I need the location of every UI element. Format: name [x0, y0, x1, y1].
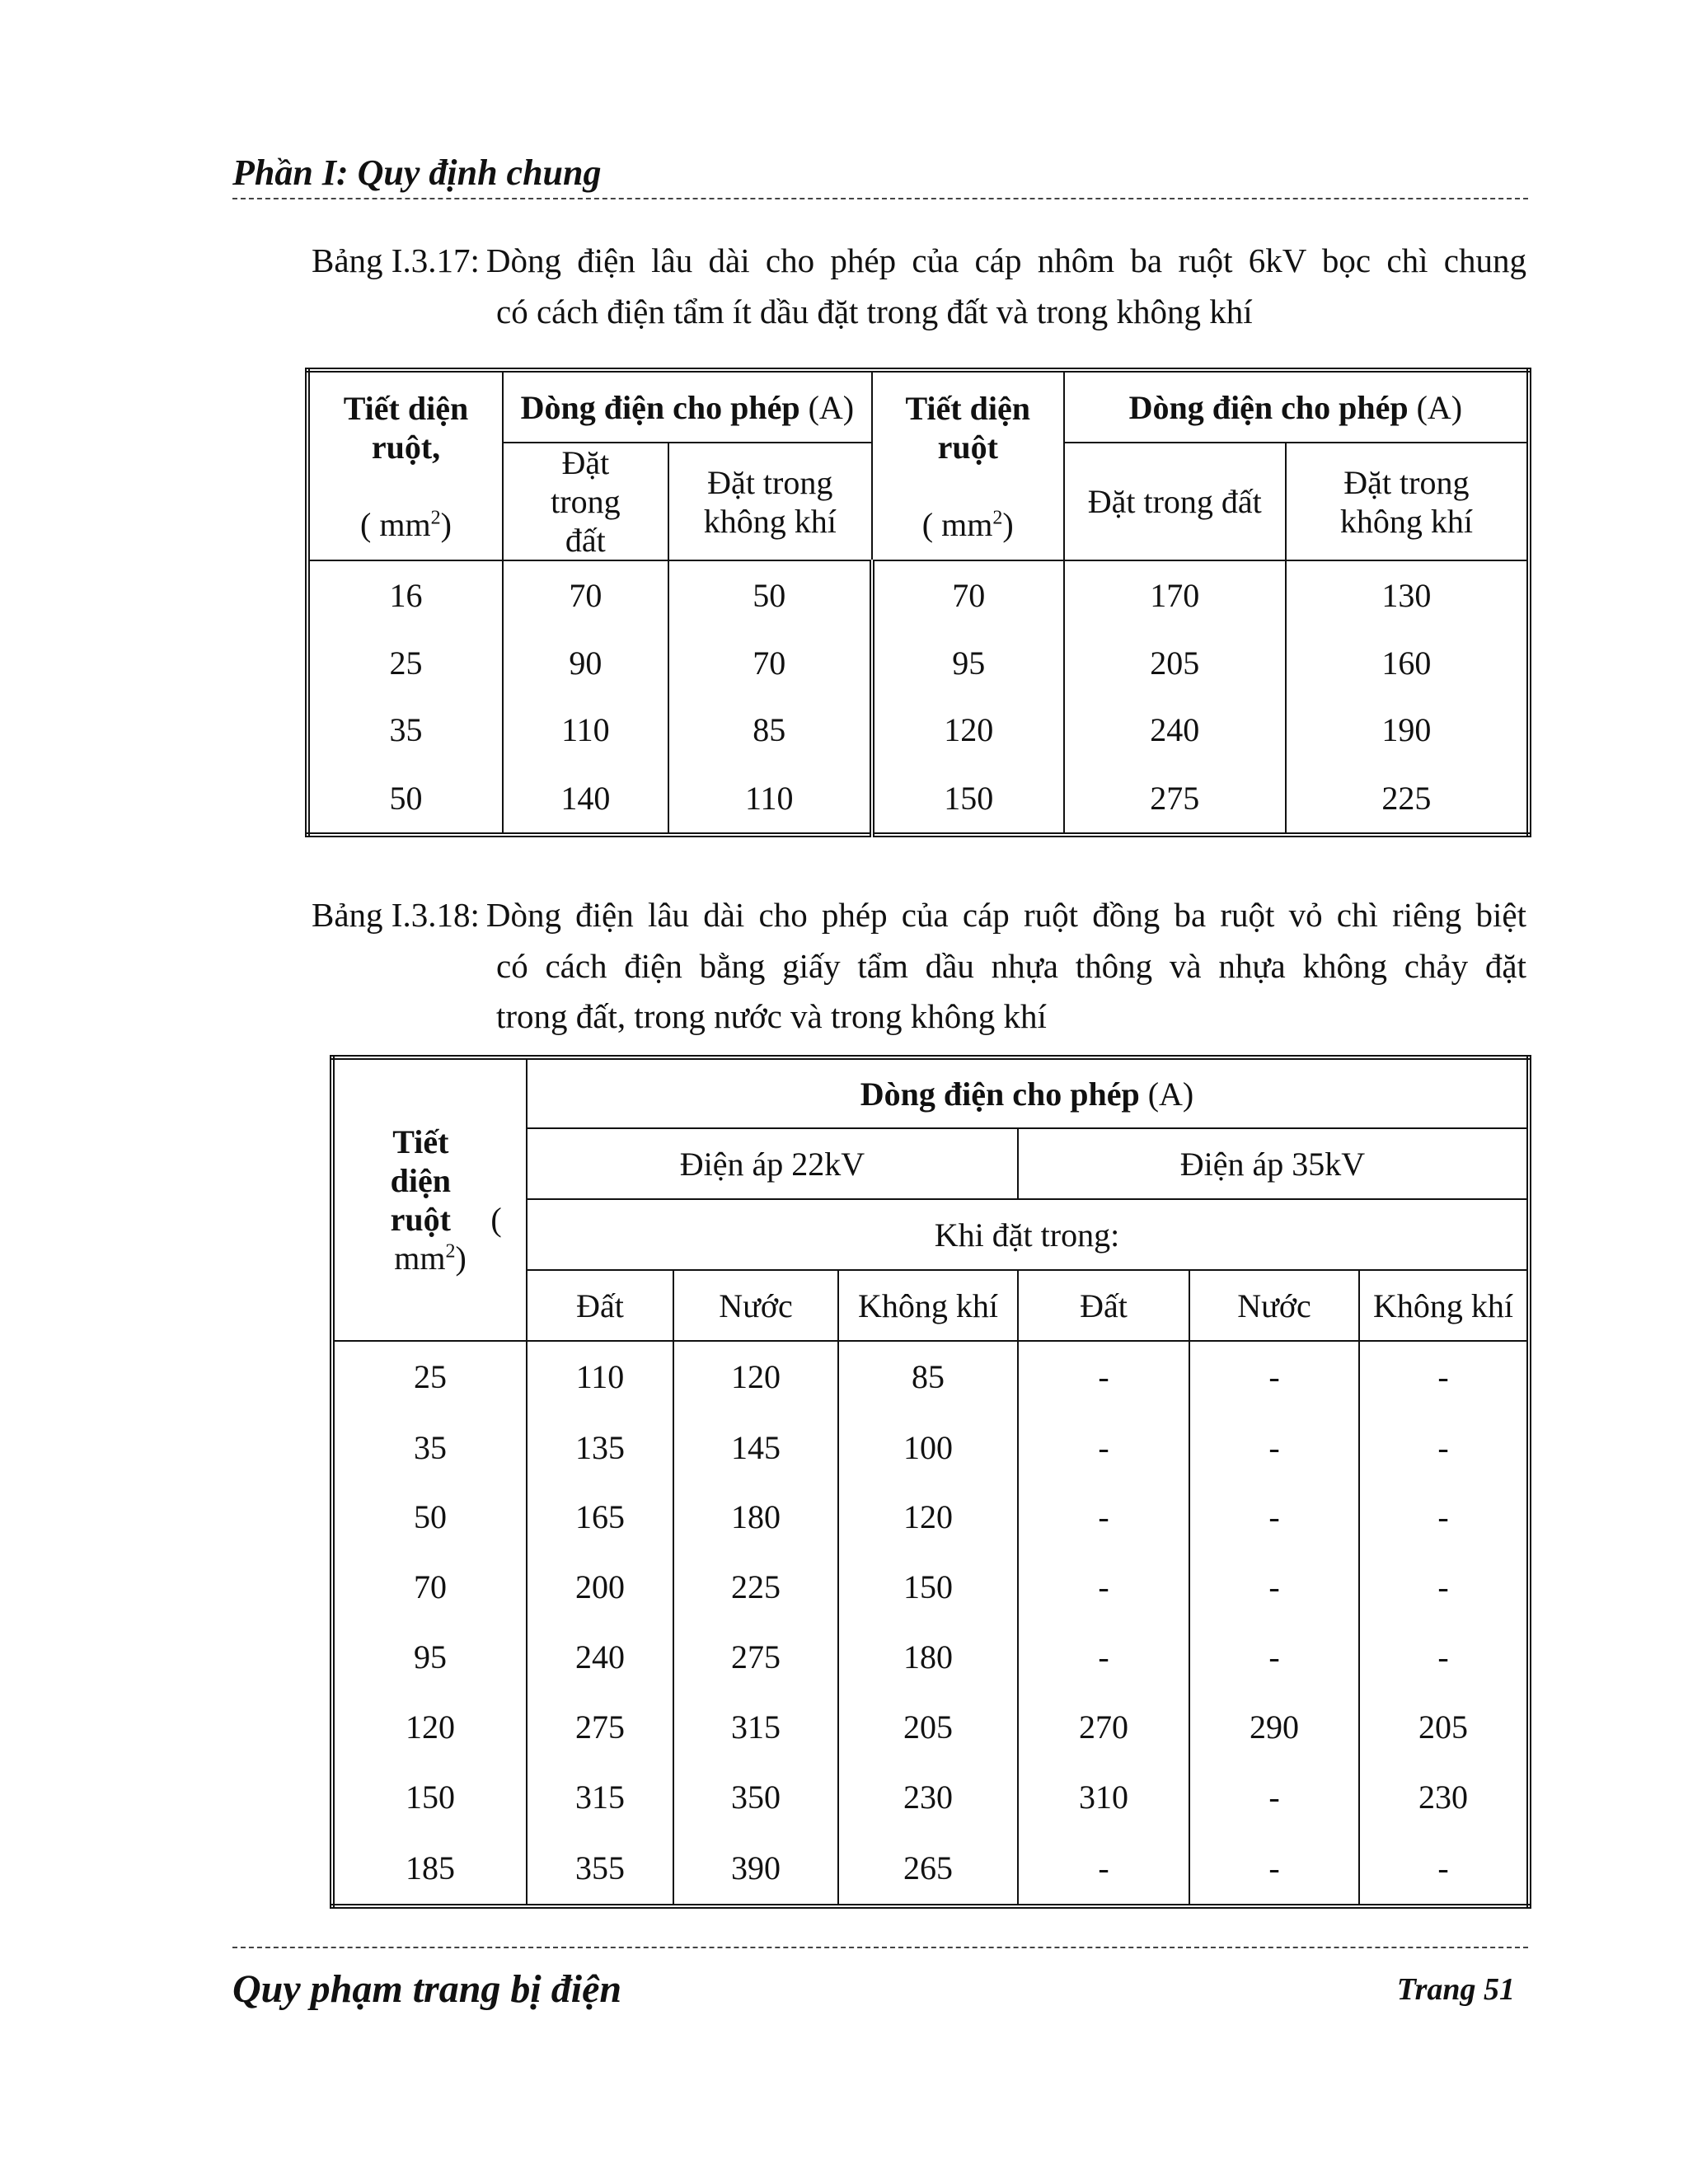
table-cell: 120: [332, 1692, 527, 1762]
table-cell: -: [1189, 1341, 1359, 1413]
table-cell: -: [1359, 1552, 1529, 1622]
table-cell: 275: [673, 1622, 838, 1692]
page-number: Trang 51: [1396, 1972, 1515, 2007]
table-cell: 145: [673, 1413, 838, 1483]
table-cell: -: [1018, 1413, 1189, 1483]
table-cell: 315: [527, 1762, 673, 1832]
table-cell: 350: [673, 1762, 838, 1832]
table1-unit: ( $mm^2$): [360, 505, 452, 543]
table-cell: 85: [668, 696, 872, 764]
table2-caption-line3: trong đất, trong nước và trong không khí: [496, 997, 1047, 1035]
table-cell: 230: [1359, 1762, 1529, 1832]
table-cell: 110: [503, 696, 668, 764]
table1-header-in-air-2: Đặt trong không khí: [1286, 443, 1529, 560]
table1-unit-2: ( $mm^2$): [921, 505, 1014, 543]
table-cell: -: [1359, 1832, 1529, 1906]
table2-section-label: Tiết diện ruột: [390, 1123, 451, 1238]
table-cell: -: [1189, 1762, 1359, 1832]
table-cell: 225: [673, 1552, 838, 1622]
table-cell: 290: [1189, 1692, 1359, 1762]
table-row: [332, 1692, 1529, 1762]
table-cell: -: [1189, 1832, 1359, 1906]
table-cell: 265: [838, 1832, 1018, 1906]
table-row: [332, 1341, 1529, 1413]
table-cell: 110: [527, 1341, 673, 1413]
footer-title: Quy phạm trang bị điện: [232, 1967, 622, 2011]
table-cell: 170: [1064, 560, 1286, 629]
table-cell: 225: [1286, 763, 1529, 835]
table-row: [307, 560, 1529, 629]
header-divider: [232, 198, 1528, 199]
table-cell: 95: [332, 1622, 527, 1692]
table-cell: 50: [307, 763, 503, 835]
table-cell: -: [1018, 1832, 1189, 1906]
table1-header-in-ground-2: Đặt trong đất: [1064, 443, 1286, 560]
table-row: [332, 1622, 1529, 1692]
table-cell: 16: [307, 560, 503, 629]
table1-caption-prefix: Bảng I.3.17:: [312, 241, 480, 279]
table-cell: 90: [503, 629, 668, 696]
table2-header-current: Dòng điện cho phép (A): [527, 1057, 1529, 1128]
table-cell: -: [1018, 1552, 1189, 1622]
table-cell: 165: [527, 1482, 673, 1552]
table-cell: 275: [1064, 763, 1286, 835]
table-cell: -: [1189, 1622, 1359, 1692]
table2-header-35kv: Điện áp 35kV: [1018, 1128, 1529, 1199]
table-cell: 240: [1064, 696, 1286, 764]
table-cell: 100: [838, 1413, 1018, 1483]
table-row: [332, 1482, 1529, 1552]
table2-caption-line2: có cách điện bằng giấy tẩm dầu nhựa thông và nhựa không chảy đặt: [496, 946, 1526, 985]
table-cell: 35: [332, 1413, 527, 1483]
table2-header-section: [332, 1057, 527, 1341]
table-cell: 205: [1359, 1692, 1529, 1762]
table-cell: 70: [668, 629, 872, 696]
table-cell: 230: [838, 1762, 1018, 1832]
table-cell: 140: [503, 763, 668, 835]
table-cell: 185: [332, 1832, 527, 1906]
table2-header-22kv: Điện áp 22kV: [527, 1128, 1018, 1199]
table2-sub-air: Không khí: [838, 1270, 1018, 1341]
table-row: [332, 1552, 1529, 1622]
table-cell: 275: [527, 1692, 673, 1762]
table-cell: 110: [668, 763, 872, 835]
table-cell: -: [1189, 1482, 1359, 1552]
table-cell: -: [1359, 1413, 1529, 1483]
table1-section-label-2: Tiết diện ruột: [905, 389, 1030, 466]
table-cell: 240: [527, 1622, 673, 1692]
table2-caption-line1: Dòng điện lâu dài cho phép của cáp ruột đồng ba ruột vỏ chì riêng biệt: [485, 896, 1526, 934]
footer-divider: [232, 1947, 1528, 1948]
table-cell: 315: [673, 1692, 838, 1762]
table-cell: 355: [527, 1832, 673, 1906]
table-cell: 70: [872, 560, 1064, 629]
table-row: [332, 1413, 1529, 1483]
table2-sub-ground: Đất: [527, 1270, 673, 1341]
table-cell: 150: [838, 1552, 1018, 1622]
table-cell: 120: [872, 696, 1064, 764]
table-cell: 180: [673, 1482, 838, 1552]
table2-sub-air-35: Không khí: [1359, 1270, 1529, 1341]
table1-caption-line2: có cách điện tẩm ít dầu đặt trong đất và trong không khí: [496, 292, 1253, 330]
table1: [305, 368, 1531, 837]
table-cell: 310: [1018, 1762, 1189, 1832]
table-cell: 25: [332, 1341, 527, 1413]
table-cell: -: [1018, 1482, 1189, 1552]
table-cell: 35: [307, 696, 503, 764]
table2-caption-prefix: Bảng I.3.18:: [312, 896, 480, 934]
page-header: Phần I: Quy định chung: [232, 152, 602, 193]
table-cell: 205: [1064, 629, 1286, 696]
table-cell: 160: [1286, 629, 1529, 696]
table1-header-current: Dòng điện cho phép (A): [503, 370, 872, 443]
table2-unit: ( $mm^2$): [394, 1201, 502, 1277]
table-cell: 390: [673, 1832, 838, 1906]
table-cell: -: [1018, 1622, 1189, 1692]
table-cell: -: [1018, 1341, 1189, 1413]
table-cell: 150: [332, 1762, 527, 1832]
table-cell: 95: [872, 629, 1064, 696]
table1-caption-line1: Dòng điện lâu dài cho phép của cáp nhôm ba ruột 6kV bọc chì chung: [485, 241, 1526, 279]
table-cell: 190: [1286, 696, 1529, 764]
table-cell: 200: [527, 1552, 673, 1622]
table1-caption: [312, 236, 1526, 337]
table-row: [307, 696, 1529, 764]
table-cell: 135: [527, 1413, 673, 1483]
table-cell: -: [1359, 1341, 1529, 1413]
table-row: [307, 629, 1529, 696]
table2-header-placed-in: Khi đặt trong:: [527, 1199, 1529, 1270]
table-row: [307, 763, 1529, 835]
table-row: [332, 1832, 1529, 1906]
table-cell: 130: [1286, 560, 1529, 629]
table-cell: -: [1189, 1552, 1359, 1622]
table2: [330, 1055, 1531, 1909]
table-cell: 270: [1018, 1692, 1189, 1762]
table-cell: 50: [332, 1482, 527, 1552]
table1-header-in-air: Đặt trong không khí: [668, 443, 872, 560]
table-cell: 25: [307, 629, 503, 696]
table-cell: -: [1359, 1482, 1529, 1552]
table-cell: 150: [872, 763, 1064, 835]
table1-header-in-ground: Đặt trong đất: [503, 443, 668, 560]
table2-sub-water: Nước: [673, 1270, 838, 1341]
table-row: [332, 1762, 1529, 1832]
table-cell: -: [1189, 1413, 1359, 1483]
table1-header-section: [307, 370, 503, 560]
table2-sub-ground-35: Đất: [1018, 1270, 1189, 1341]
table-cell: 70: [332, 1552, 527, 1622]
table-cell: 70: [503, 560, 668, 629]
table-cell: 120: [673, 1341, 838, 1413]
table-cell: 180: [838, 1622, 1018, 1692]
table-cell: 85: [838, 1341, 1018, 1413]
table1-header-current-2: Dòng điện cho phép (A): [1064, 370, 1529, 443]
table-cell: 50: [668, 560, 872, 629]
table-cell: 205: [838, 1692, 1018, 1762]
table1-section-label: Tiết diện ruột,: [343, 389, 469, 466]
table1-header-section-2: [872, 370, 1064, 560]
table2-sub-water-35: Nước: [1189, 1270, 1359, 1341]
table-cell: 120: [838, 1482, 1018, 1552]
table-cell: -: [1359, 1622, 1529, 1692]
table2-caption: [312, 890, 1526, 1043]
